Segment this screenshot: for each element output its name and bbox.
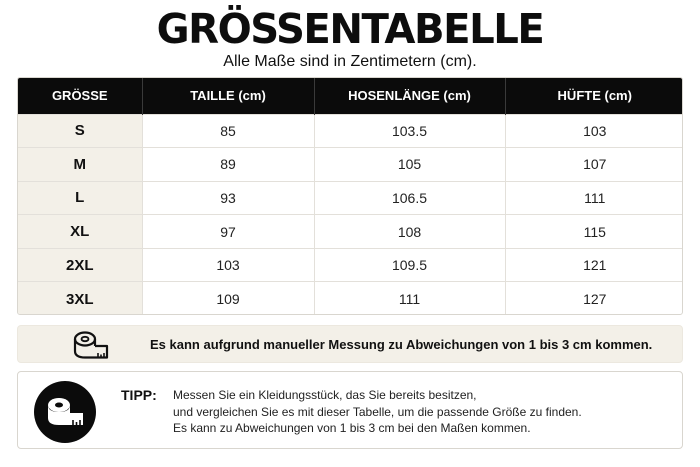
trouser-length-cell: 108 (314, 215, 505, 249)
waist-cell: 89 (142, 148, 314, 182)
size-cell: 2XL (18, 248, 142, 282)
page-subtitle: Alle Maße sind in Zentimetern (cm). (223, 53, 477, 70)
page-title: GRÖSSENTABELLE (156, 5, 544, 53)
table-row (18, 248, 683, 282)
waist-cell: 103 (142, 248, 314, 282)
size-cell: S (18, 114, 142, 148)
hip-cell: 103 (505, 114, 683, 148)
tip-icon-badge (34, 381, 96, 443)
column-header-hip: HÜFTE (cm) (505, 78, 683, 114)
table-row (18, 148, 683, 182)
waist-cell: 93 (142, 181, 314, 215)
trouser-length-cell: 105 (314, 148, 505, 182)
tip-label: TIPP: (121, 387, 157, 403)
hip-cell: 127 (505, 282, 683, 315)
column-header-size: GRÖSSE (51, 88, 108, 104)
trouser-length-cell: 111 (314, 282, 505, 315)
table-row (18, 215, 683, 249)
column-header-waist: TAILLE (cm) (142, 78, 314, 114)
tip-line: Es kann zu Abweichungen von 1 bis 3 cm bei den Maßen kommen. (173, 421, 531, 435)
size-cell: M (18, 148, 142, 182)
size-table (17, 77, 683, 315)
trouser-length-cell: 103.5 (314, 114, 505, 148)
hip-cell: 121 (505, 248, 683, 282)
measuring-tape-icon (73, 329, 109, 361)
tip-text (173, 387, 582, 437)
tip-line: Messen Sie ein Kleidungsstück, das Sie bereits besitzen, (173, 388, 477, 402)
size-cell: L (18, 181, 142, 215)
trouser-length-cell: 109.5 (314, 248, 505, 282)
measurement-note (17, 325, 683, 363)
waist-cell: 85 (142, 114, 314, 148)
table-header-row (18, 78, 683, 114)
column-header-trouser-length: HOSENLÄNGE (cm) (314, 78, 505, 114)
hip-cell: 107 (505, 148, 683, 182)
waist-cell: 97 (142, 215, 314, 249)
tip-line: und vergleichen Sie es mit dieser Tabelle, um die passende Größe zu finden. (173, 404, 582, 419)
table-row (18, 114, 683, 148)
size-cell: XL (18, 215, 142, 249)
tip-box (17, 371, 683, 449)
waist-cell: 109 (142, 282, 314, 315)
table-row (18, 181, 683, 215)
size-cell: 3XL (18, 282, 142, 315)
trouser-length-cell: 106.5 (314, 181, 505, 215)
hip-cell: 111 (505, 181, 683, 215)
table-row (18, 282, 683, 315)
note-text: Es kann aufgrund manueller Messung zu Abweichungen von 1 bis 3 cm kommen. (150, 337, 653, 352)
hip-cell: 115 (505, 215, 683, 249)
